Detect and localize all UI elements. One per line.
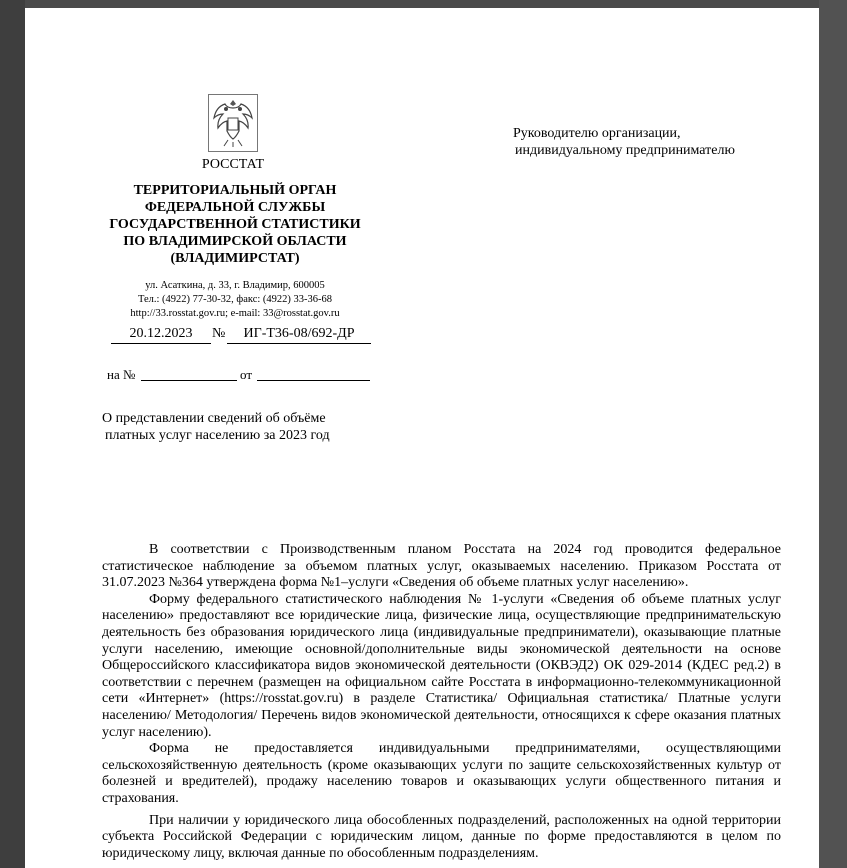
address-line: ул. Асаткина, д. 33, г. Владимир, 600005: [145, 280, 325, 291]
org-line: (ВЛАДИМИРСТАТ): [170, 251, 300, 266]
body-paragraph: Форму федерального статистического наблюдения № 1-услуги «Сведения об объеме платных услуг населению» предоставляют все юридические лица, физические лица, осуществляющие предпринимательскую деятельность без образования юридического лица (индивидуальные предприниматели), оказывающие платные услуги населению, имеющие основной/дополнительные виды экономической деятельности на основе Общероссийского классификатора видов экономической деятельности (ОКВЭД2) ОК 029-2014 (КДЕС ред.2) в соответствии с перечнем (размещен на официальном сайте Росстата в информационно-телекоммуникационной сети «Интернет» (https://rosstat.gov.ru) в разделе Статистика/ Официальная статистика/ Платные услуги населению/ Методология/ Перечень видов экономической деятельности, относящихся к сфере оказания платных услуг населению).: [102, 591, 781, 740]
address-line: http://33.rosstat.gov.ru; e-mail: 33@rosstat.gov.ru: [130, 308, 340, 319]
org-line: ФЕДЕРАЛЬНОЙ СЛУЖБЫ: [144, 200, 326, 215]
viewer-left-margin: [0, 0, 25, 868]
coat-of-arms-icon: [208, 94, 258, 152]
org-line: ТЕРРИТОРИАЛЬНЫЙ ОРГАН: [133, 183, 337, 198]
recipient-line: индивидуальному предпринимателю: [515, 143, 735, 158]
recipient-block: [513, 125, 803, 159]
letter-date: 20.12.2023: [111, 326, 211, 344]
reply-number-blank: [141, 367, 237, 381]
document-page: [25, 8, 819, 868]
letter-subject: [102, 410, 402, 444]
reply-date-blank: [257, 367, 370, 381]
body-paragraph: В соответствии с Производственным планом Росстата на 2024 год проводится федеральное статистическое наблюдение за объемом платных услуг, оказываемых населению. Приказом Росстата от 31.07.2023 №364 утверждена форма №1–услуги «Сведения об объеме платных услуг населению».: [102, 542, 781, 591]
recipient-line: Руководителю организации,: [513, 126, 681, 141]
rosstat-label: РОССТАТ: [201, 157, 265, 172]
reply-reference-line: [107, 367, 377, 385]
org-line: ПО ВЛАДИМИРСКОЙ ОБЛАСТИ: [123, 234, 347, 249]
ot-label: от: [240, 367, 253, 382]
registration-line: [111, 326, 371, 346]
subject-line: платных услуг населению за 2023 год: [105, 428, 330, 443]
organization-address: [95, 279, 375, 321]
viewer-scrollbar-area[interactable]: [819, 0, 847, 868]
subject-line: О представлении сведений об объёме: [102, 411, 326, 426]
number-sign: №: [212, 326, 226, 341]
body-paragraph: Форма не предоставляется индивидуальными предпринимателями, осуществляющими сельскохозяйственную деятельность (кроме оказывающих услуги по защите сельскохозяйственных культур от болезней и вредителей), продажу населению товаров и оказывающих услуги общественного питания и страхования.: [102, 741, 781, 806]
organization-name: [105, 182, 365, 267]
letter-body: [102, 542, 781, 862]
letter-number: ИГ-Т36-08/692-ДР: [227, 326, 371, 344]
address-line: Тел.: (4922) 77-30-32, факс: (4922) 33-36-68: [137, 294, 333, 305]
org-line: ГОСУДАРСТВЕННОЙ СТАТИСТИКИ: [109, 217, 361, 232]
na-label: на №: [107, 367, 136, 382]
body-paragraph: При наличии у юридического лица обособленных подразделений, расположенных на одной территории субъекта Российской Федерации с юридическим лицом, данные по форме предоставляются в целом по юридическому лицу, включая данные по обособленным подразделениям.: [102, 812, 781, 861]
